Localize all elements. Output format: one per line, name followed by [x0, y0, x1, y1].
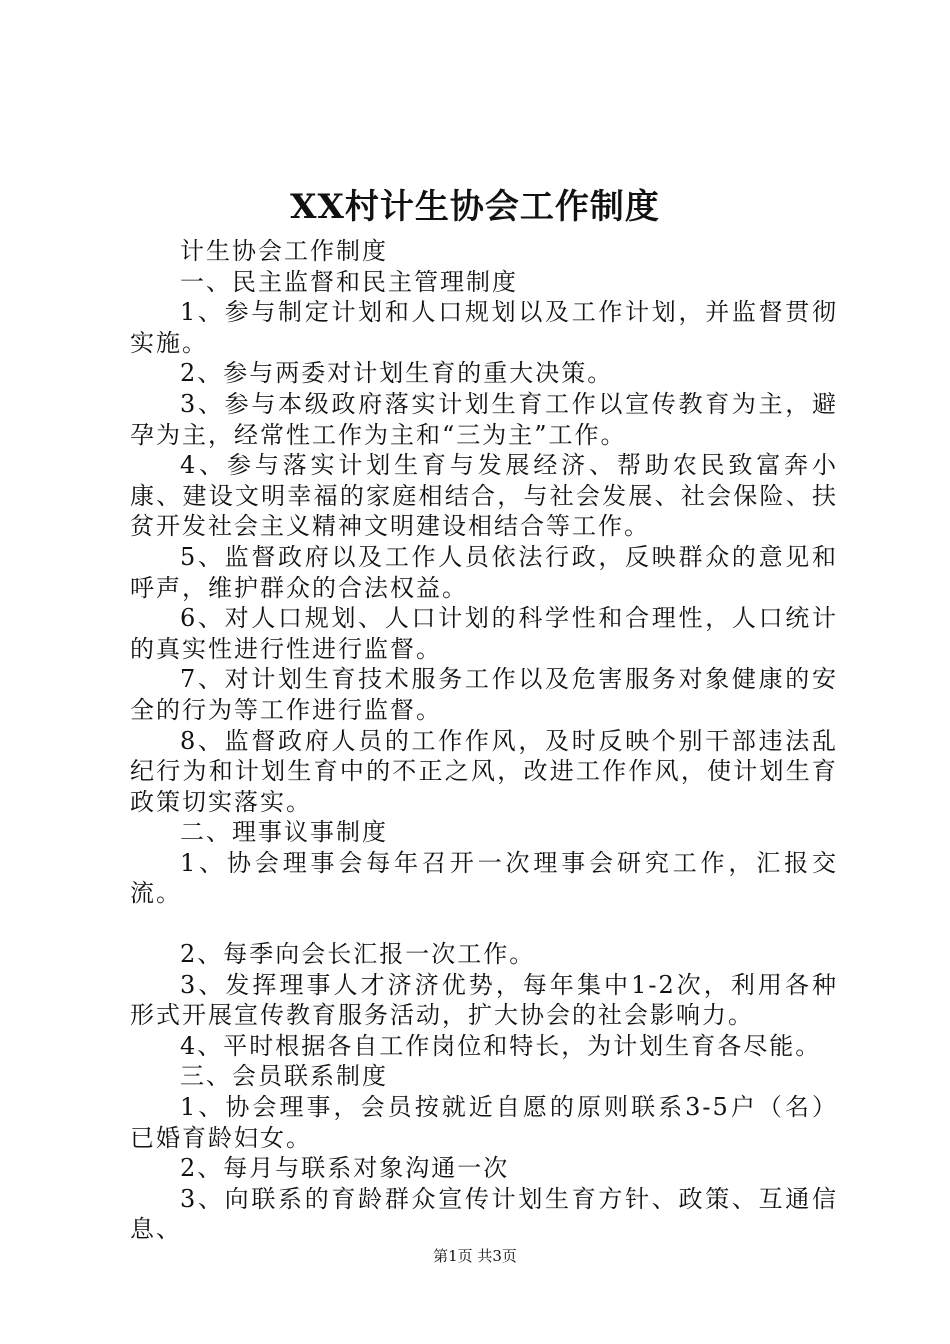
document-body	[130, 236, 838, 1245]
paragraph: 2、每季向会长汇报一次工作。	[180, 940, 536, 969]
paragraph: 1、协会理事，会员按就近自愿的原则联系3-5户（名）已婚育龄妇女。	[130, 1093, 838, 1152]
paragraph: 3、向联系的育龄群众宣传计划生育方针、政策、互通信息、	[130, 1184, 838, 1244]
paragraph: 1、协会理事会每年召开一次理事会研究工作，汇报交流。	[130, 848, 838, 908]
document-title: XX村计生协会工作制度	[290, 187, 660, 227]
paragraph: 2、参与两委对计划生育的重大决策。	[180, 359, 614, 388]
paragraph: 5、监督政府以及工作人员依法行政，反映群众的意见和呼声，维护群众的合法权益。	[130, 542, 838, 602]
paragraph: 2、每月与联系对象沟通一次	[180, 1154, 510, 1183]
section-heading: 一、民主监督和民主管理制度	[180, 267, 518, 296]
page-footer: 第1页 共3页	[433, 1247, 517, 1265]
paragraph: 3、发挥理事人才济济优势，每年集中1-2次，利用各种形式开展宣传教育服务活动，扩大协会的社会影响力。	[130, 970, 838, 1030]
paragraph: 计生协会工作制度	[180, 237, 388, 265]
paragraph: 4、参与落实计划生育与发展经济、帮助农民致富奔小康、建设文明幸福的家庭相结合，与社会发展、社会保险、扶贫开发社会主义精神文明建设相结合等工作。	[130, 451, 838, 541]
paragraph: 4、平时根据各自工作岗位和特长，为计划生育各尽能。	[180, 1031, 822, 1060]
paragraph: 7、对计划生育技术服务工作以及危害服务对象健康的安全的行为等工作进行监督。	[130, 665, 838, 724]
paragraph: 1、参与制定计划和人口规划以及工作计划，并监督贯彻实施。	[130, 298, 838, 357]
paragraph: 3、参与本级政府落实计划生育工作以宣传教育为主，避孕为主，经常性工作为主和“三为主”工作。	[130, 389, 838, 449]
section-heading: 二、理事议事制度	[180, 818, 388, 847]
section-heading: 三、会员联系制度	[180, 1062, 388, 1091]
paragraph: 8、监督政府人员的工作作风，及时反映个别干部违法乱纪行为和计划生育中的不正之风，改进工作作风，使计划生育政策切实落实。	[130, 726, 838, 816]
paragraph: 6、对人口规划、人口计划的科学性和合理性，人口统计的真实性进行性进行监督。	[130, 604, 838, 663]
